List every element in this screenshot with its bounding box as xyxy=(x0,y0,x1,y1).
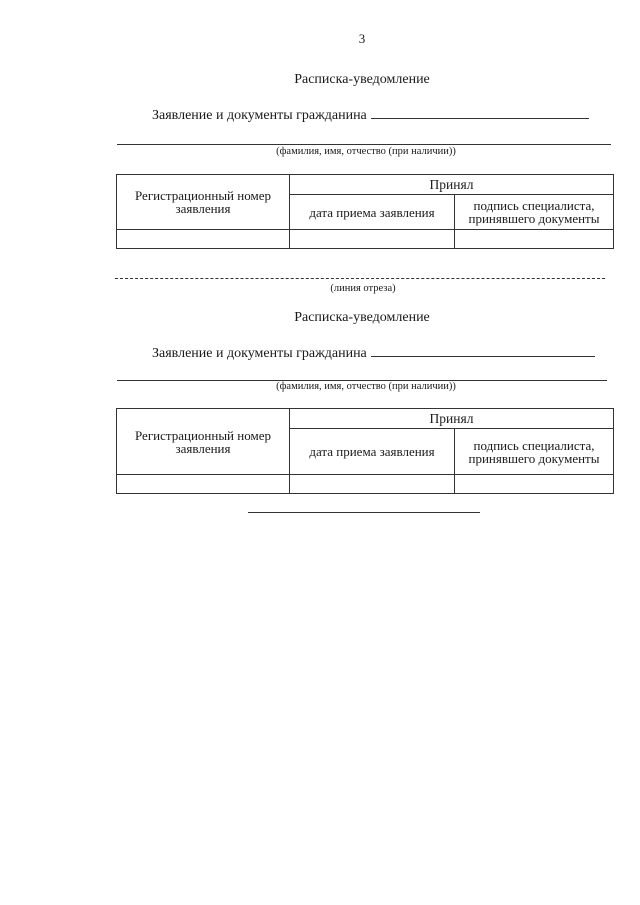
table-row xyxy=(117,475,614,494)
applicant-name-blank xyxy=(371,346,595,357)
table-header-row xyxy=(117,175,614,195)
table-header-row xyxy=(117,409,614,429)
date-cell xyxy=(290,230,455,249)
date-header: дата приема заявления xyxy=(290,429,455,475)
page-number: 3 xyxy=(358,31,366,46)
signature-header: подпись специалиста, принявшего документы xyxy=(455,195,614,230)
applicant-label: Заявление и документы гражданина xyxy=(152,108,367,123)
cut-line xyxy=(115,278,605,279)
applicant-name-rule xyxy=(117,144,611,145)
reg-number-cell xyxy=(117,230,290,249)
date-cell xyxy=(290,475,455,494)
receipt-table xyxy=(116,408,614,494)
name-caption: (фамилия, имя, отчество (при наличии)) xyxy=(276,146,456,157)
date-header: дата приема заявления xyxy=(290,195,455,230)
reg-number-cell xyxy=(117,475,290,494)
table-row xyxy=(117,230,614,249)
name-caption: (фамилия, имя, отчество (при наличии)) xyxy=(276,381,456,392)
applicant-name-blank xyxy=(371,108,589,119)
applicant-line xyxy=(152,346,595,362)
cut-line-caption: (линия отреза) xyxy=(330,283,396,294)
signature-header: подпись специалиста, принявшего документы xyxy=(455,429,614,475)
signature-cell xyxy=(455,230,614,249)
signature-cell xyxy=(455,475,614,494)
reg-number-header: Регистрационный номер заявления xyxy=(117,409,290,475)
closing-rule xyxy=(248,512,480,513)
accepted-header: Принял xyxy=(290,409,614,429)
accepted-header: Принял xyxy=(290,175,614,195)
applicant-label: Заявление и документы гражданина xyxy=(152,346,367,361)
receipt-title: Расписка-уведомление xyxy=(294,310,430,325)
applicant-line xyxy=(152,108,589,124)
receipt-title: Расписка-уведомление xyxy=(294,72,430,87)
reg-number-header: Регистрационный номер заявления xyxy=(117,175,290,230)
receipt-table xyxy=(116,174,614,249)
